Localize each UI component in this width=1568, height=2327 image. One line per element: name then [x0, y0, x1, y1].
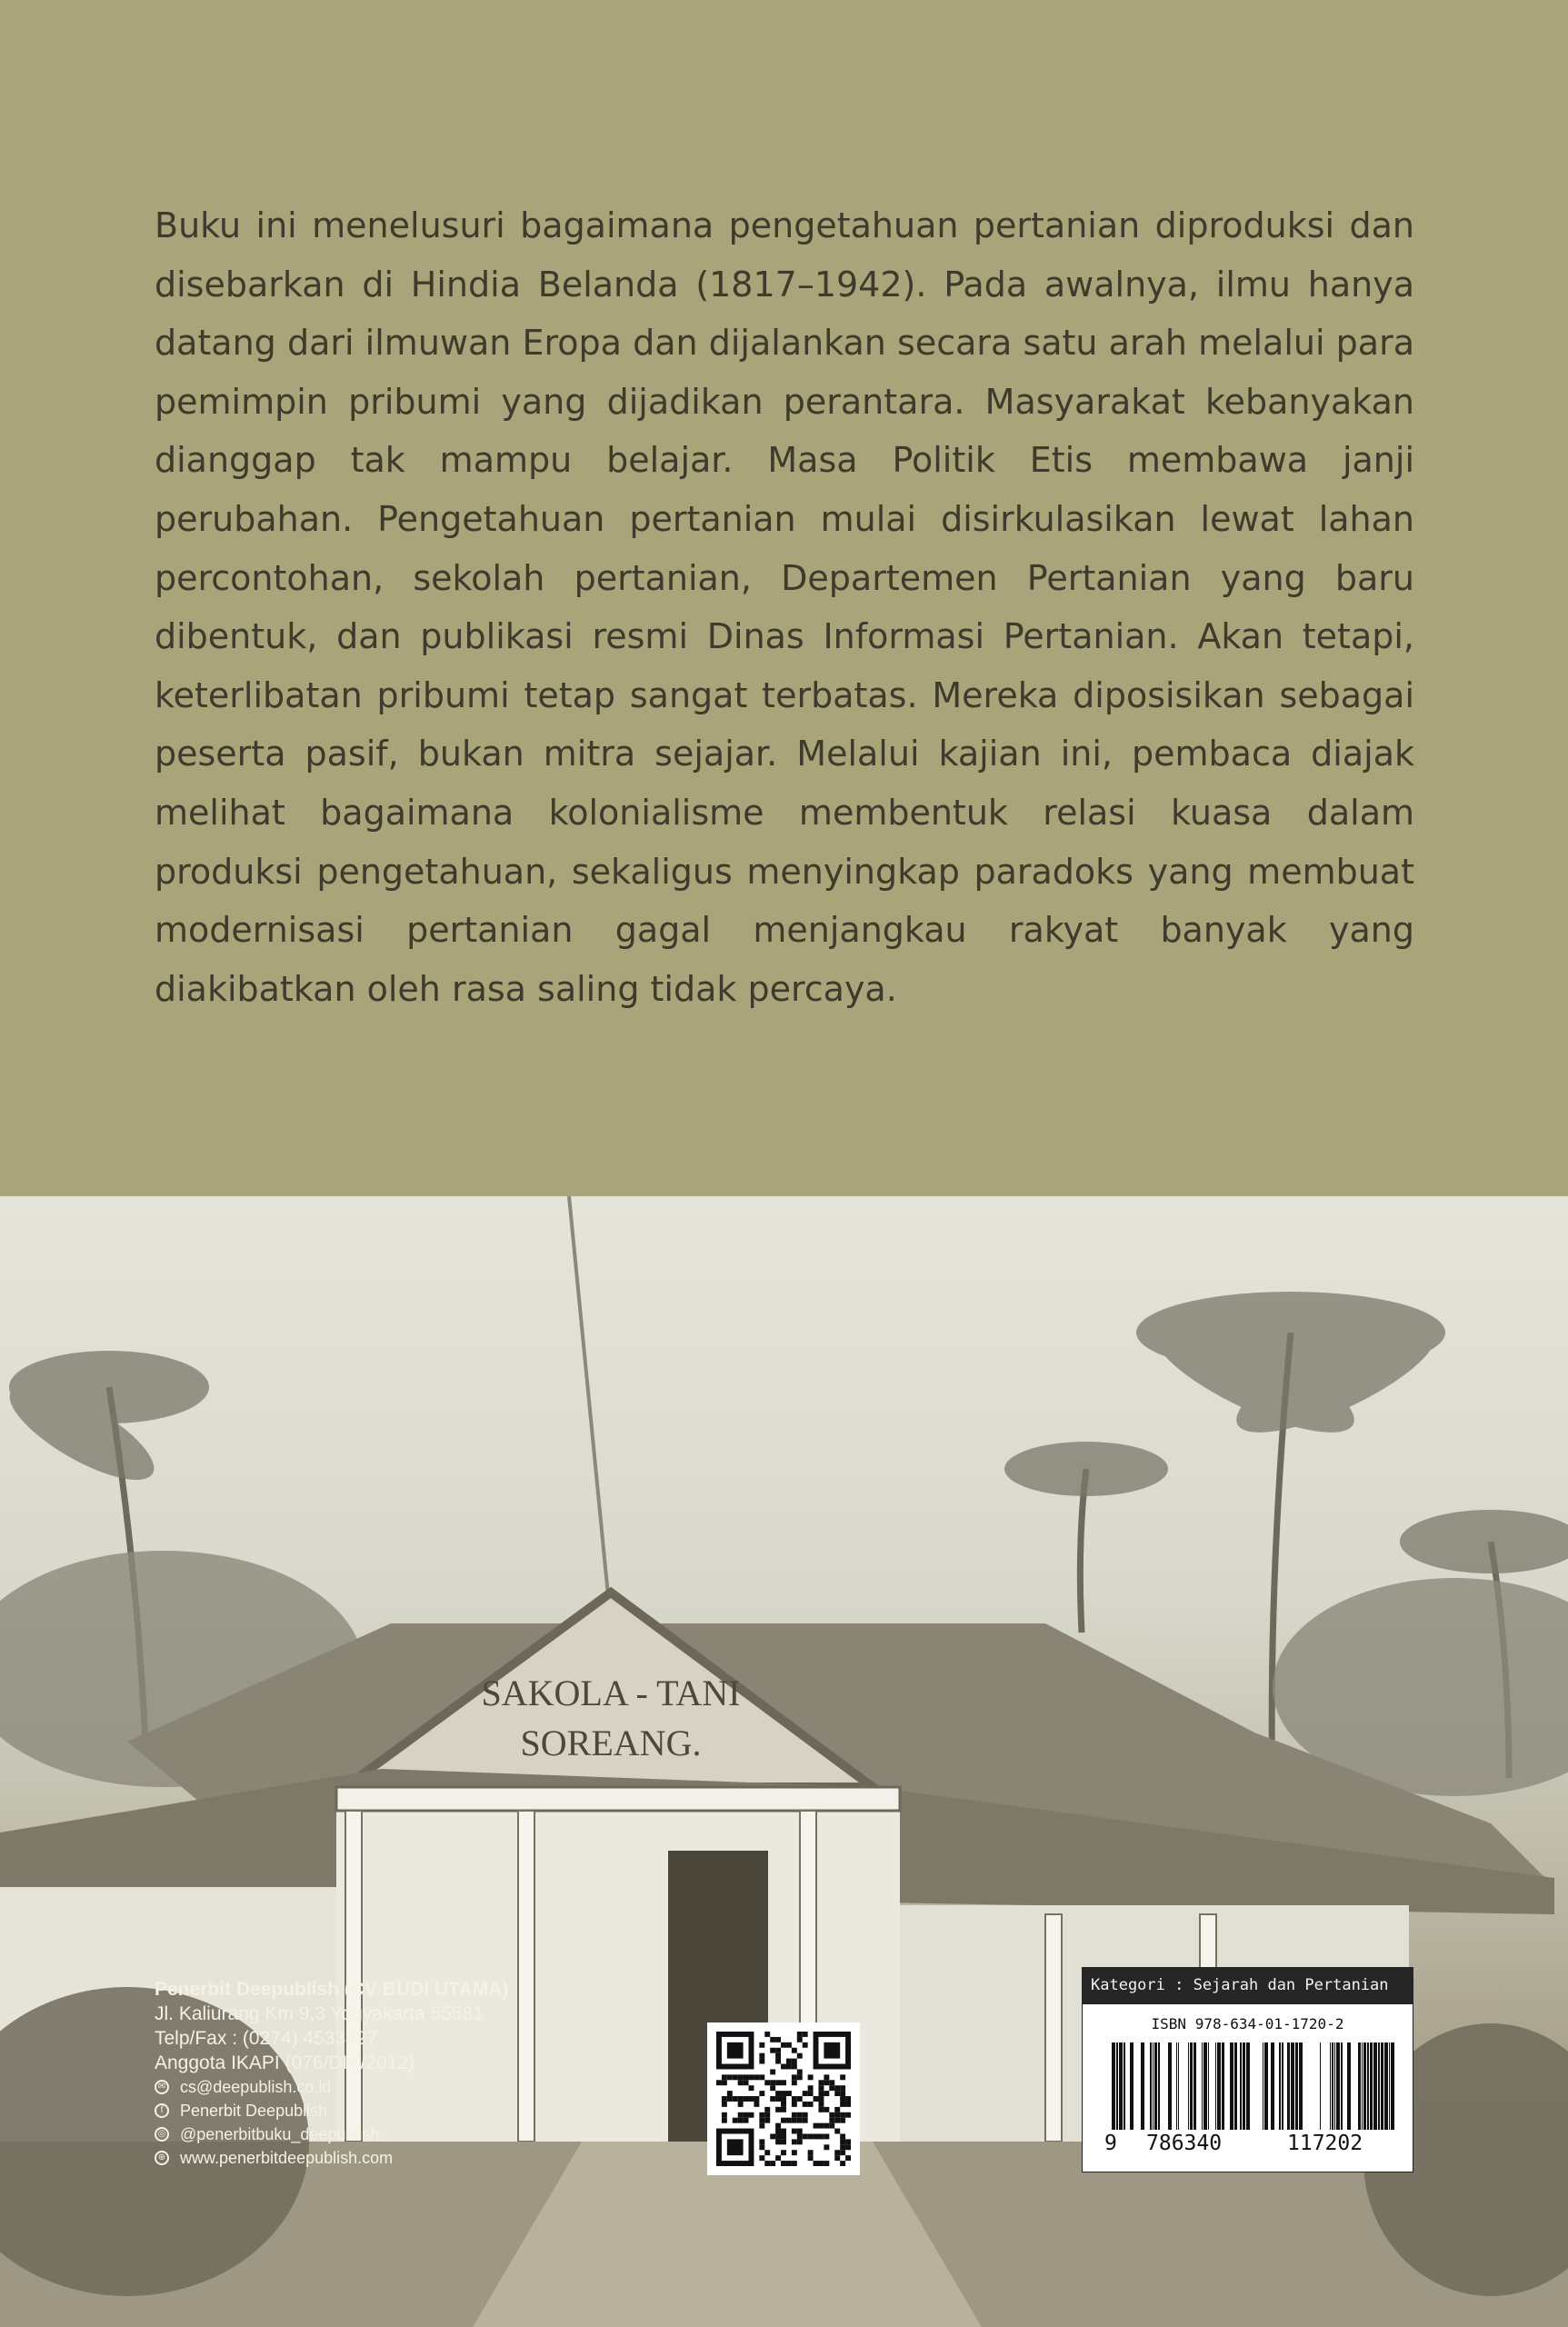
isbn-barcode — [1082, 2003, 1413, 2172]
synopsis-text: Buku ini menelusuri bagaimana pengetahuan pertanian diproduksi dan disebarkan di Hindia Belanda (1817–1942). Pada awalnya, ilmu hanya datang dari ilmuwan Eropa dan dijalankan secara satu arah melalui para pemimpin pribumi yang dijadikan perantara. Masyarakat kebanyakan dianggap tak mampu belajar. Masa Politik Etis membawa janji perubahan. Pengetahuan pertanian mulai disirkulasikan lewat lahan percontohan, sekolah pertanian, Departemen Pertanian yang baru dibentuk, dan publikasi resmi Dinas Informasi Pertanian. Akan tetapi, keterlibatan pribumi tetap sangat terbatas. Mereka diposisikan sebagai peserta pasif, bukan mitra sejajar. Melalui kajian ini, pembaca diajak melihat bagaimana kolonialisme membentuk relasi kuasa dalam produksi pengetahuan, sekaligus menyingkap paradoks yang membuat modernisasi pertanian gagal menjangkau rakyat banyak yang diakibatkan oleh rasa saling tidak percaya. — [155, 205, 1414, 1009]
contact-website — [155, 2146, 508, 2170]
email-icon: ✉ — [155, 2080, 169, 2094]
isbn-text: ISBN 978-634-01-1720-2 — [1151, 2015, 1344, 2032]
email-text: cs@deepublish.co.id — [180, 2078, 332, 2096]
publisher-name: Penerbit Deepublish (CV BUDI UTAMA) — [155, 1979, 509, 2000]
barcode-digit-group1: 786340 — [1146, 2132, 1223, 2155]
category-label: Kategori : Sejarah dan Pertanian — [1082, 1967, 1413, 2003]
facebook-text: Penerbit Deepublish — [180, 2102, 328, 2120]
barcode-bars — [1101, 2042, 1396, 2133]
sign-line1: SAKOLA - TANI — [481, 1673, 741, 1713]
facebook-icon: f — [155, 2103, 169, 2118]
instagram-text: @penerbitbuku_deepublish — [180, 2125, 380, 2143]
qr-code — [707, 2022, 860, 2175]
barcode-digit-first: 9 — [1104, 2132, 1117, 2155]
contact-facebook — [155, 2099, 508, 2122]
qr-code-pattern — [716, 2032, 851, 2166]
website-text: www.penerbitdeepublish.com — [180, 2149, 394, 2167]
publisher-membership: Anggota IKAPI (076/DIY/2012) — [155, 2052, 415, 2073]
barcode-digit-group2: 117202 — [1287, 2132, 1363, 2155]
sign-line2: SOREANG. — [520, 1723, 702, 1763]
contact-instagram — [155, 2122, 508, 2146]
publisher-info — [155, 1977, 508, 2170]
publisher-address: Jl. Kaliurang Km 9,3 Yogyakarta 55581 — [155, 2003, 484, 2024]
contact-email — [155, 2075, 508, 2099]
globe-icon: ⊕ — [155, 2151, 169, 2165]
instagram-icon: ◎ — [155, 2127, 169, 2142]
publisher-phone: Telp/Fax : (0274) 4533427 — [155, 2028, 378, 2049]
